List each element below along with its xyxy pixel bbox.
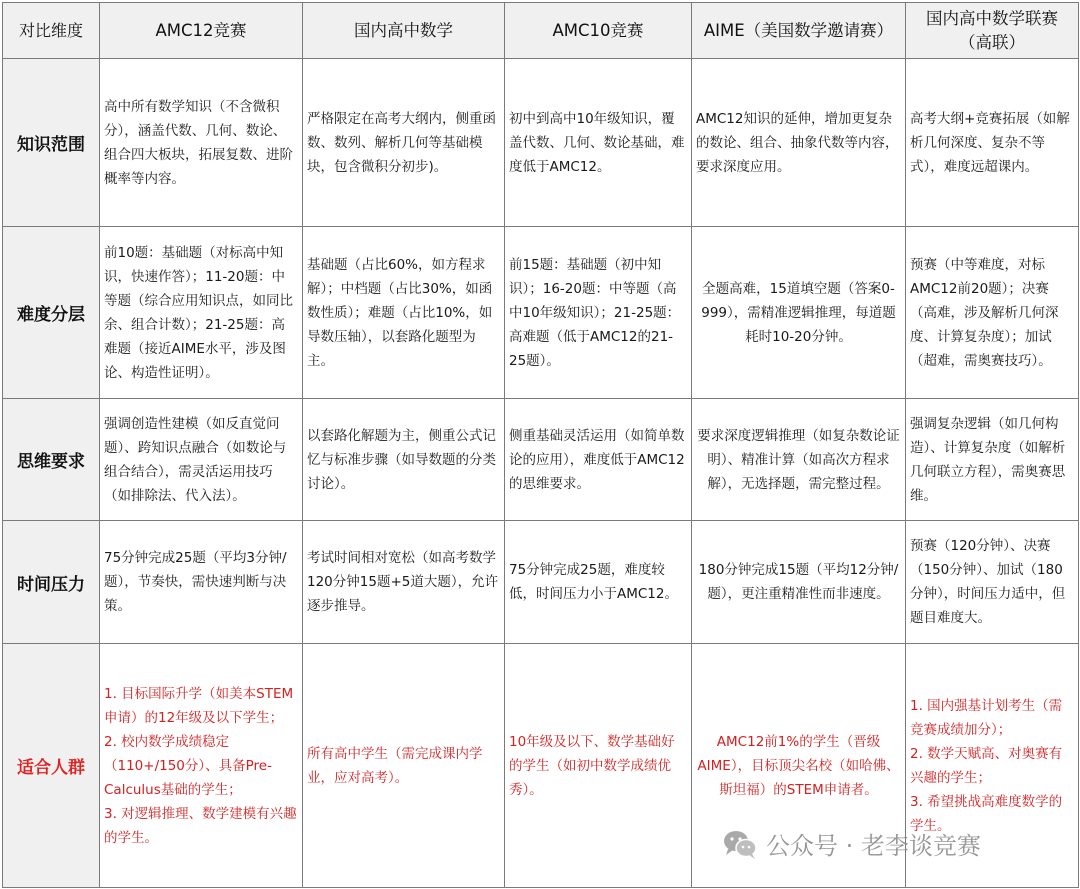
table-cell: 初中到高中10年级知识，覆盖代数、几何、数论基础，难度低于AMC12。 <box>505 59 692 227</box>
table-cell: AMC12知识的延伸，增加更复杂的数论、组合、抽象代数等内容，要求深度应用。 <box>692 59 906 227</box>
table-cell: 1. 目标国际升学（如美本STEM申请）的12年级及以下学生； 2. 校内数学成绩稳定（110+/150分）、具备Pre-Calculus基础的学生； 3. 对逻辑推理、数学建模有兴趣的学生。 <box>100 644 303 888</box>
table-cell: 75分钟完成25题，难度较低，时间压力小于AMC12。 <box>505 521 692 644</box>
table-cell: 75分钟完成25题（平均3分钟/题），节奏快，需快速判断与决策。 <box>100 521 303 644</box>
header-dimension: 对比维度 <box>3 3 100 59</box>
row-label: 时间压力 <box>3 521 100 644</box>
table-row <box>3 644 1079 888</box>
table-row <box>3 59 1079 227</box>
header-amc12: AMC12竞赛 <box>100 3 303 59</box>
table-row <box>3 227 1079 399</box>
table-cell: 180分钟完成15题（平均12分钟/题），更注重精准性而非速度。 <box>692 521 906 644</box>
table-cell: 前10题：基础题（对标高中知识，快速作答）；11-20题：中等题（综合应用知识点，如同比余、组合计数）；21-25题：高难题（接近AIME水平，涉及图论、构造性证明）。 <box>100 227 303 399</box>
table-cell: 1. 国内强基计划考生（需竞赛成绩加分）； 2. 数学天赋高、对奥赛有兴趣的学生； 3. 希望挑战高难度数学的学生。 <box>906 644 1079 888</box>
table-cell: 预赛（120分钟）、决赛（150分钟）、加试（180分钟），时间压力适中，但题目难度大。 <box>906 521 1079 644</box>
table-cell: 10年级及以下、数学基础好的学生（如初中数学成绩优秀）。 <box>505 644 692 888</box>
table-cell: 高中所有数学知识（不含微积分），涵盖代数、几何、数论、组合四大板块，拓展复数、进阶概率等内容。 <box>100 59 303 227</box>
header-gaolian: 国内高中数学联赛（高联） <box>906 3 1079 59</box>
table-cell: 强调创造性建模（如反直觉问题）、跨知识点融合（如数论与组合结合），需灵活运用技巧（如排除法、代入法）。 <box>100 399 303 521</box>
table-row <box>3 521 1079 644</box>
table-cell: 全题高难，15道填空题（答案0-999），需精准逻辑推理，每道题耗时10-20分钟。 <box>692 227 906 399</box>
table-cell: 以套路化解题为主，侧重公式记忆与标准步骤（如导数题的分类讨论）。 <box>303 399 505 521</box>
header-aime: AIME（美国数学邀请赛） <box>692 3 906 59</box>
table-cell: 预赛（中等难度，对标AMC12前20题）；决赛（高难，涉及解析几何深度、计算复杂度）；加试（超难，需奥赛技巧）。 <box>906 227 1079 399</box>
table-cell: 高考大纲+竞赛拓展（如解析几何深度、复杂不等式），难度远超课内。 <box>906 59 1079 227</box>
table-cell: 强调复杂逻辑（如几何构造）、计算复杂度（如解析几何联立方程），需奥赛思维。 <box>906 399 1079 521</box>
header-amc10: AMC10竞赛 <box>505 3 692 59</box>
header-row <box>3 3 1079 59</box>
row-label: 适合人群 <box>3 644 100 888</box>
row-label: 知识范围 <box>3 59 100 227</box>
row-label: 思维要求 <box>3 399 100 521</box>
watermark-text: 公众号 · 老李谈竞赛 <box>766 832 981 860</box>
header-domestic-math: 国内高中数学 <box>303 3 505 59</box>
table-cell: 考试时间相对宽松（如高考数学120分钟15题+5道大题），允许逐步推导。 <box>303 521 505 644</box>
comparison-table <box>2 2 1079 888</box>
table-cell: 侧重基础灵活运用（如简单数论的应用），难度低于AMC12的思维要求。 <box>505 399 692 521</box>
table-cell: 要求深度逻辑推理（如复杂数论证明）、精准计算（如高次方程求解），无选择题，需完整过程。 <box>692 399 906 521</box>
table-cell: 基础题（占比60%，如方程求解）；中档题（占比30%，如函数性质）；难题（占比10%，如导数压轴），以套路化题型为主。 <box>303 227 505 399</box>
row-label: 难度分层 <box>3 227 100 399</box>
table-cell: 前15题：基础题（初中知识）；16-20题：中等题（高中10年级知识）；21-25题：高难题（低于AMC12的21-25题）。 <box>505 227 692 399</box>
table-cell: 所有高中学生（需完成课内学业，应对高考）。 <box>303 644 505 888</box>
table-cell: AMC12前1%的学生（晋级AIME），目标顶尖名校（如哈佛、斯坦福）的STEM申请者。 <box>692 644 906 888</box>
table-row <box>3 399 1079 521</box>
table-cell: 严格限定在高考大纲内，侧重函数、数列、解析几何等基础模块，包含微积分初步)。 <box>303 59 505 227</box>
